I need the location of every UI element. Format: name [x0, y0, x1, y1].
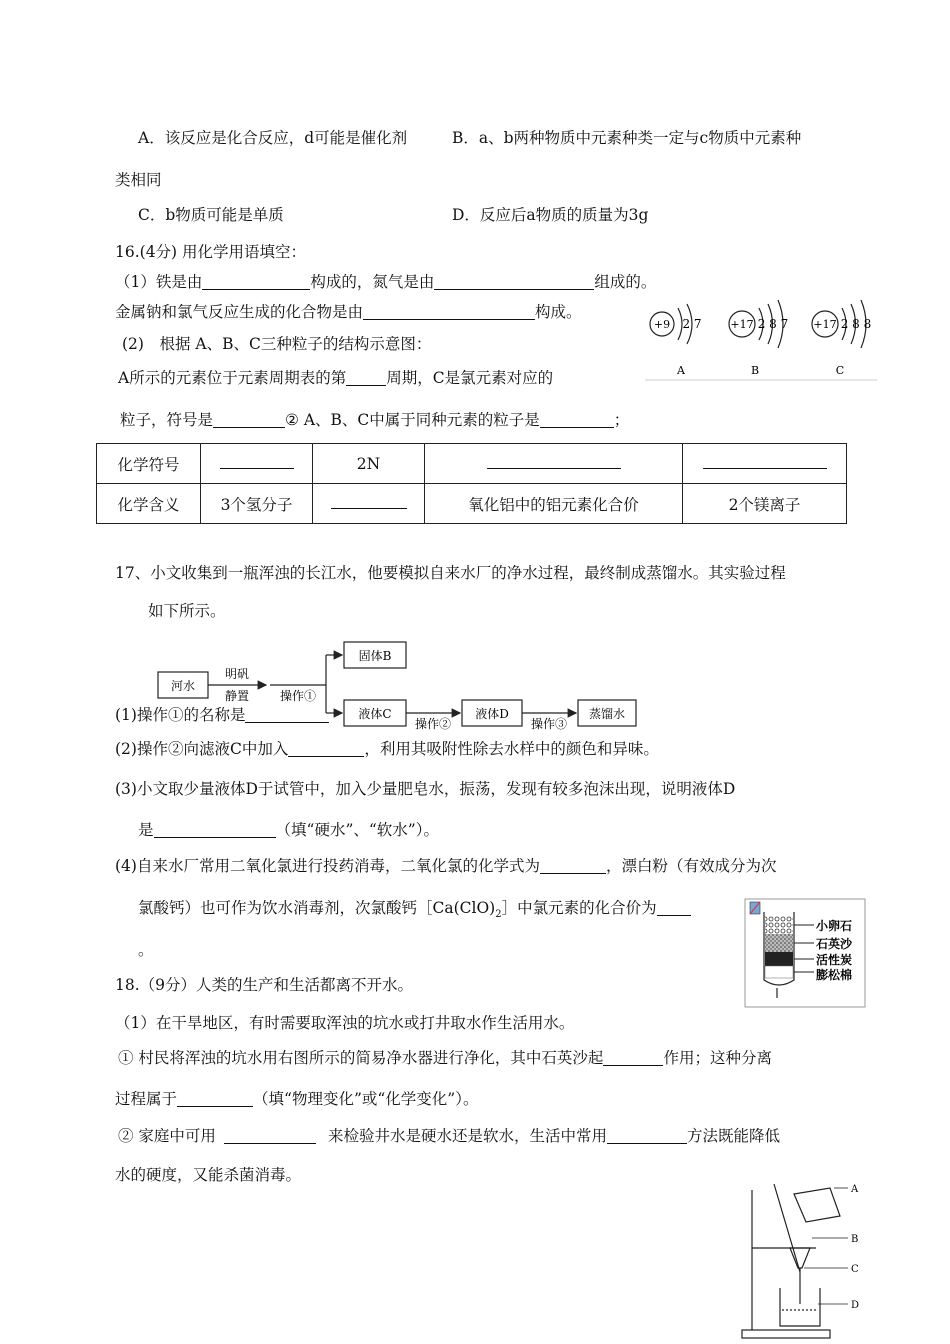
answer-blank[interactable]: [220, 454, 294, 469]
table-cell[interactable]: [683, 444, 847, 484]
apparatus-label-a: A: [851, 1184, 859, 1195]
option-b: B．a、b两种物质中元素种类一定与c物质中元素种: [452, 129, 802, 147]
answer-blank[interactable]: [245, 706, 329, 723]
answer-blank[interactable]: [703, 454, 827, 469]
answer-blank[interactable]: [540, 857, 606, 874]
q17-sub1: (1)操作①的名称是: [115, 705, 329, 725]
answer-blank[interactable]: [177, 1090, 253, 1107]
atom-structure-diagrams: [645, 296, 885, 382]
answer-blank[interactable]: [603, 1049, 663, 1066]
q18-part1-ii-continued: 水的硬度，又能杀菌消毒。: [115, 1166, 302, 1184]
answer-blank[interactable]: [434, 273, 594, 290]
q18-part1-ii: ② 家庭中可用 来检验井水是硬水还是软水，生活中常用 方法既能降低: [118, 1127, 780, 1145]
answer-blank[interactable]: [288, 740, 364, 757]
q17-sub4-continued: 氯酸钙）也可作为饮水消毒剂，次氯酸钙$[Ca(ClO)_2]$中氯元素的化合价为: [138, 898, 691, 925]
option-d: D．反应后a物质的质量为3g: [452, 206, 649, 224]
atom-b-nucleus: +17: [730, 318, 754, 331]
answer-blank[interactable]: [657, 899, 691, 916]
filter-label-activated-carbon: 活性炭: [816, 953, 853, 967]
q16-part2-line2: 粒子，符号是 ② A、B、C中属于同种元素的粒子是 ；: [120, 411, 630, 429]
q17-sub2: (2)操作②向滤液C中加入 ，利用其吸附性除去水样中的颜色和异味。: [115, 740, 659, 758]
flow-operation-2: 操作②: [414, 717, 452, 731]
q17-sub4: (4)自来水厂常用二氧化氯进行投药消毒，二氧化氯的化学式为 ，漂白粉（有效成分为次: [115, 857, 777, 875]
answer-blank[interactable]: [202, 273, 310, 290]
table-cell[interactable]: [425, 444, 683, 484]
filter-label-cotton: 膨松棉: [816, 968, 853, 982]
answer-blank[interactable]: [540, 411, 614, 428]
atom-b-electrons: 2 8 7: [757, 317, 789, 331]
table-cell[interactable]: [313, 484, 425, 524]
answer-blank[interactable]: [607, 1127, 687, 1144]
flow-settle: 静置: [224, 689, 250, 703]
atom-c-electrons: 2 8 8: [840, 317, 872, 331]
flow-alum: 明矾: [224, 667, 250, 681]
q17-sub3: (3)小文取少量液体D于试管中，加入少量肥皂水，振荡，发现有较多泡沫出现，说明液体D: [115, 780, 736, 798]
table-row: [97, 444, 847, 484]
table-header-meaning: 化学含义: [97, 484, 201, 524]
q17-sub4-end: 。: [138, 941, 154, 959]
apparatus-label-b: B: [851, 1234, 859, 1245]
atom-b-label: B: [750, 364, 760, 377]
q16-part2-intro: (2) 根据 A、B、C三种粒子的结构示意图：: [122, 335, 432, 353]
atom-c-label: C: [835, 364, 845, 377]
table-cell[interactable]: [201, 444, 313, 484]
atom-a-electrons: 2 7: [682, 317, 702, 331]
flow-operation-1: 操作①: [279, 689, 317, 703]
answer-blank[interactable]: [331, 494, 407, 509]
q18-part1-i: ① 村民将浑浊的坑水用右图所示的简易净水器进行净化，其中石英沙起 作用；这种分离: [118, 1049, 772, 1067]
answer-blank[interactable]: [213, 411, 285, 428]
table-row: [97, 484, 847, 524]
table-cell: 2个镁离子: [683, 484, 847, 524]
q17-title: 17、小文收集到一瓶浑浊的长江水，他要模拟自来水厂的净水过程，最终制成蒸馏水。其实验过程: [115, 564, 786, 582]
table-header-symbol: 化学符号: [97, 444, 201, 484]
flow-liquid-d: 液体D: [475, 707, 509, 721]
q16-part1-line2: 金属钠和氯气反应生成的化合物是由 构成。: [115, 303, 582, 321]
q16-part1-line1: （1）铁是由 构成的，氮气是由 组成的。: [115, 273, 657, 291]
q16-part2-line1: A所示的元素位于元素周期表的第 周期，C是氯元素对应的: [118, 369, 554, 387]
filter-label-pebbles: 小卵石: [816, 919, 853, 933]
answer-blank[interactable]: [363, 303, 535, 320]
table-cell: 3个氢分子: [201, 484, 313, 524]
option-a: A．该反应是化合反应，d可能是催化剂: [138, 129, 408, 147]
option-c: C．b物质可能是单质: [138, 206, 284, 224]
flow-operation-3: 操作③: [530, 717, 568, 731]
flow-liquid-c: 液体C: [358, 707, 392, 721]
answer-blank[interactable]: [154, 821, 276, 838]
filtration-apparatus-diagram: [738, 1176, 872, 1342]
q17-sub3-continued: 是 （填“硬水”、“软水”）。: [138, 821, 439, 839]
q16-title: 16.(4分) 用化学用语填空：: [115, 243, 307, 261]
chemical-symbol-table: [96, 443, 847, 524]
atom-c-nucleus: +17: [813, 318, 837, 331]
flow-river-water: 河水: [170, 679, 196, 693]
q18-part1-i-continued: 过程属于 （填“物理变化”或“化学变化”）。: [115, 1090, 479, 1108]
option-b-continued: 类相同: [115, 171, 162, 189]
simple-water-filter-diagram: [744, 898, 866, 1008]
flow-distilled-water: 蒸馏水: [588, 707, 626, 721]
q18-part1: （1）在干旱地区，有时需要取浑浊的坑水或打井取水作生活用水。: [115, 1014, 575, 1032]
answer-blank[interactable]: [224, 1127, 316, 1144]
q18-title: 18.（9分）人类的生产和生活都离不开水。: [115, 976, 414, 994]
apparatus-label-d: D: [851, 1300, 860, 1311]
answer-blank[interactable]: [346, 369, 386, 386]
table-cell: 2N: [313, 444, 425, 484]
flow-solid-b: 固体B: [358, 649, 392, 663]
filter-label-quartz-sand: 石英沙: [816, 937, 853, 951]
atom-a-nucleus: +9: [653, 318, 671, 331]
answer-blank[interactable]: [487, 454, 621, 469]
q17-title-continued: 如下所示。: [148, 602, 226, 620]
apparatus-label-c: C: [851, 1264, 859, 1275]
atom-a-label: A: [677, 364, 685, 377]
table-cell: 氧化铝中的铝元素化合价: [425, 484, 683, 524]
